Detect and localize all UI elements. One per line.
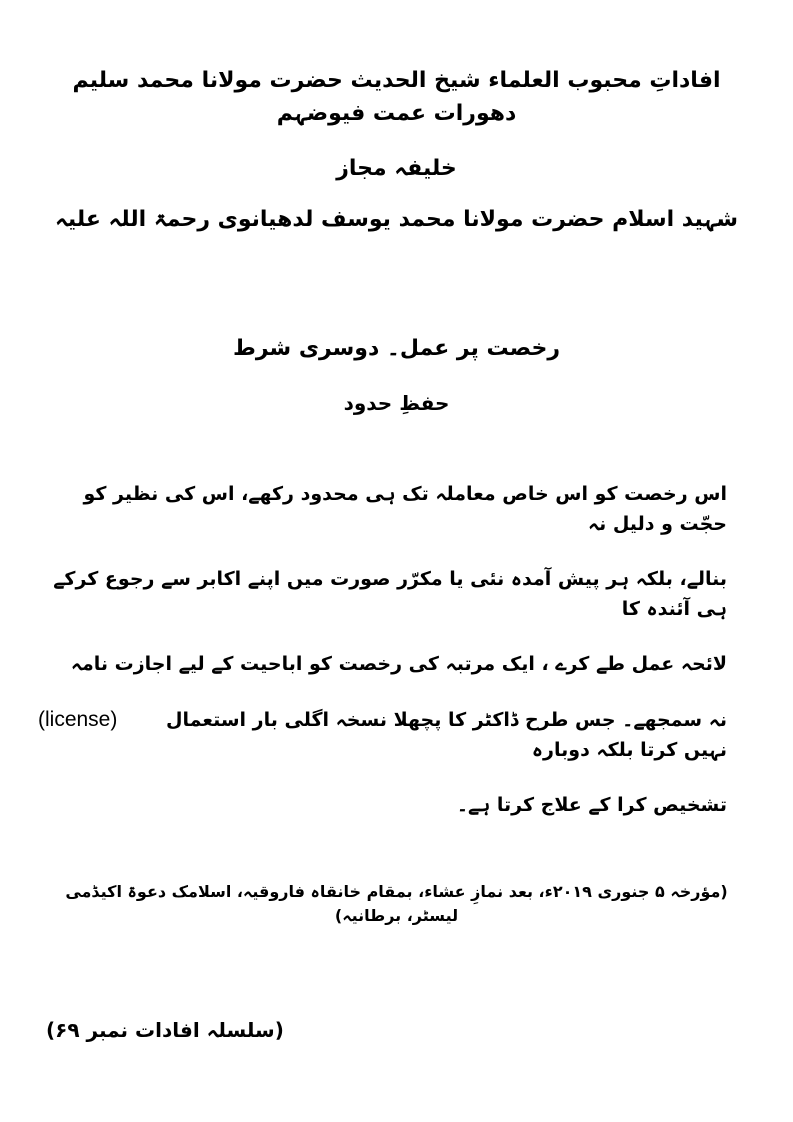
- body-line-3: لائحہ عمل طے کرے ، ایک مرتبہ کی رخصت کو اباحیت کے لیے اجازت نامہ: [70, 652, 727, 675]
- body-block: [38, 479, 755, 820]
- header-block: [38, 64, 755, 236]
- header-line-2: خلیفہ مجاز: [336, 156, 457, 181]
- body-line-4-row: [38, 703, 727, 766]
- footnote-date-place: (مؤرخہ ۵ جنوری ۲۰۱۹ء، بعد نمازِ عشاء، بمقام خانقاہ فاروقیہ، اسلامک دعوۃ اکیڈمی لیسٹر، برطانیہ): [65, 882, 728, 926]
- series-number: (سلسلہ افادات نمبر ۶۹): [46, 1018, 284, 1043]
- body-line-4: نہ سمجھے۔ جس طرح ڈاکٹر کا پچھلا نسخہ اگلی بار استعمال نہیں کرتا بلکہ دوبارہ: [166, 708, 727, 762]
- body-english-term: (license): [38, 707, 118, 731]
- page-title: رخصت پر عمل۔ دوسری شرط: [233, 336, 560, 361]
- header-line-1: افاداتِ محبوب العلماء شیخ الحدیث حضرت مولانا محمد سلیم دھورات عمت فیوضہم: [72, 68, 721, 126]
- page-subtitle: حفظِ حدود: [343, 391, 450, 415]
- body-line-1: اس رخصت کو اس خاص معاملہ تک ہی محدود رکھے، اس کی نظیر کو حجّت و دلیل نہ: [83, 483, 727, 536]
- header-line-3: شہید اسلام حضرت مولانا محمد یوسف لدھیانوی رحمۃ اللہ علیہ: [54, 207, 738, 232]
- body-line-5: تشخیص کرا کے علاج کرتا ہے۔: [456, 793, 727, 816]
- body-line-2: بنالے، بلکہ ہر پیش آمدہ نئی یا مکرّر صورت میں اپنے اکابر سے رجوع کرکے ہی آئندہ کا: [53, 567, 727, 621]
